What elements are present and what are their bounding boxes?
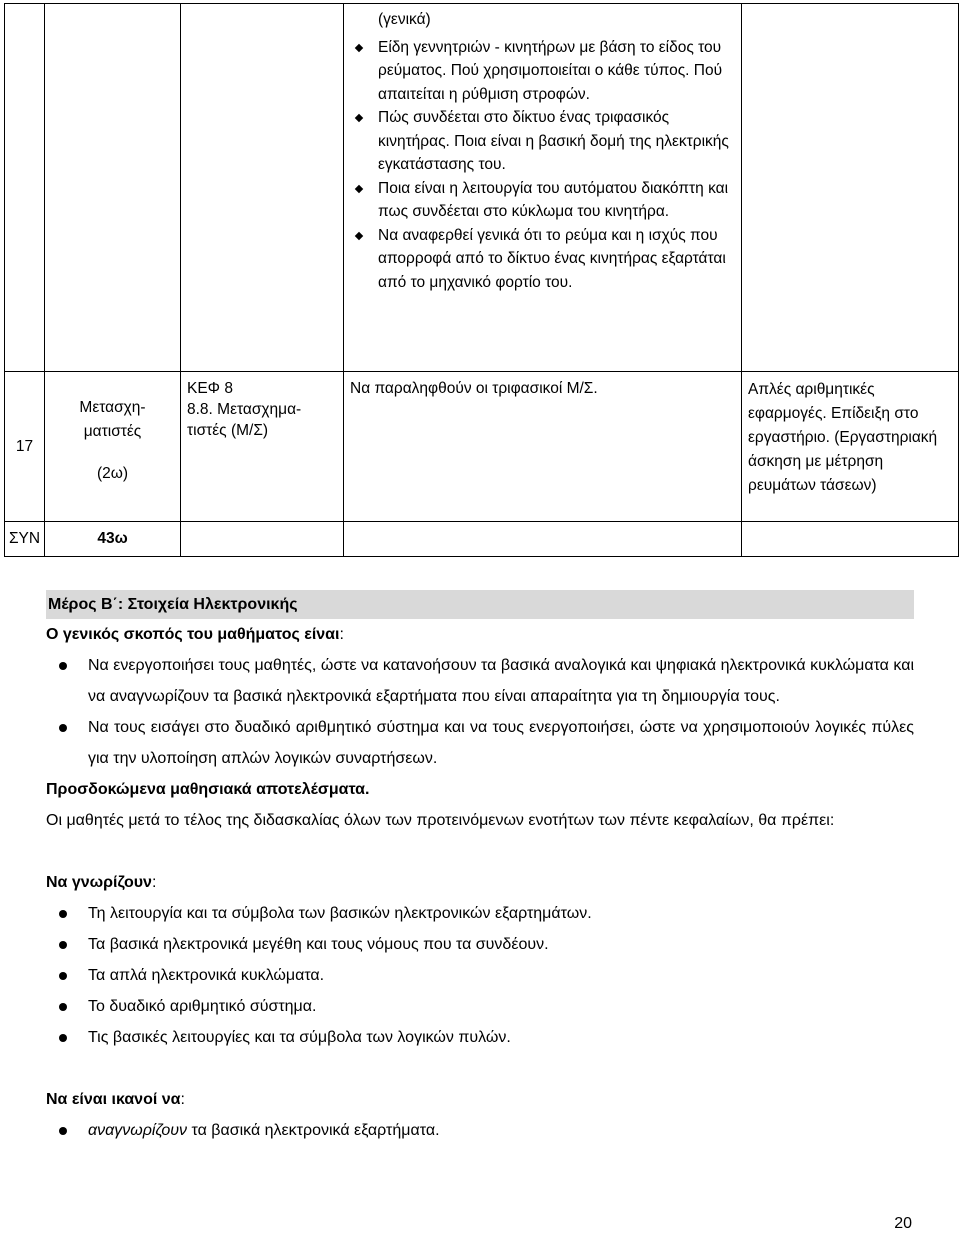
know-list: [46, 898, 914, 1053]
objective-text: Να παραληφθούν οι τριφασικοί Μ/Σ.: [350, 380, 598, 397]
unit-title: Μετασχη- ματιστές: [79, 399, 146, 440]
know-heading-line: Να γνωρίζουν:: [46, 874, 157, 891]
cell-objective: [344, 372, 742, 522]
curriculum-table: [4, 3, 959, 557]
cell-empty-number: [5, 4, 45, 372]
list-item: Να ενεργοποιήσει τους μαθητές, ώστε να κατανοήσουν τα βασικά αναλογικά και ψηφιακά ηλεκτρονικά κυκλώματα και να αναγνωρίζουν τα βασικά ηλεκτρονικά εξαρτήματα που είναι απαραίτητα για τη δημιουργία τους.: [88, 650, 914, 712]
total-row: [5, 522, 959, 557]
goal-heading: Ο γενικός σκοπός του μαθήματος είναι: [46, 626, 340, 643]
diamond-bullet-icon: [355, 184, 363, 192]
continuation-row: [5, 4, 959, 372]
list-item: Ποια είναι η λειτουργία του αυτόματου διακόπτη και πως συνδέεται στο κύκλωμα του κινητήρα.: [378, 177, 735, 224]
cell-empty-activities: [742, 4, 959, 372]
subunit-text: ΚΕΦ 8 8.8. Μετασχημα- τιστές (Μ/Σ): [187, 380, 302, 439]
list-item: Τα βασικά ηλεκτρονικά μεγέθη και τους νόμους που τα συνδέουν.: [88, 929, 914, 960]
outcomes-heading: Προσδοκώμενα μαθησιακά αποτελέσματα.: [46, 781, 370, 798]
list-item: Πώς συνδέεται στο δίκτυο ένας τριφασικός κινητήρας. Ποια είναι η βασική δομή της ηλεκτρικής εγκατάστασης του.: [378, 106, 735, 177]
cell-subunit: [181, 372, 344, 522]
diamond-bullet-icon: [355, 114, 363, 122]
cell-empty: [742, 522, 959, 557]
bullet-dot-icon: [59, 724, 67, 732]
bullet-dot-icon: [59, 1127, 67, 1135]
part-b-section: [46, 590, 914, 1146]
cell-continuation-objectives: [344, 4, 742, 372]
list-item: Να αναφερθεί γενικά ότι το ρεύμα και η ισχύς που απορροφά από το δίκτυο ένας κινητήρας εξαρτάται από το μηχανικό φορτίο του.: [378, 224, 735, 295]
list-item: Το δυαδικό αριθμητικό σύστημα.: [88, 991, 914, 1022]
list-item: Να τους εισάγει στο δυαδικό αριθμητικό σύστημα και να τους ενεργοποιήσει, ώστε να χρησιμοποιούν λογικές πύλες για την υλοποίηση απλών λογικών συναρτήσεων.: [88, 712, 914, 774]
activities-text: Απλές αριθμητικές εφαρμογές. Επίδειξη στο εργαστήριο. (Εργαστηριακή άσκηση με μέτρηση ρευμάτων τάσεων): [748, 381, 938, 494]
list-item: αναγνωρίζουν τα βασικά ηλεκτρονικά εξαρτήματα.: [88, 1115, 914, 1146]
cell-empty: [181, 522, 344, 557]
diamond-bullet-icon: [355, 231, 363, 239]
bullet-dot-icon: [59, 910, 67, 918]
bullet-dot-icon: [59, 941, 67, 949]
bullet-dot-icon: [59, 972, 67, 980]
goals-list: [46, 650, 914, 774]
outcomes-intro: Οι μαθητές μετά το τέλος της διδασκαλίας όλων των προτεινόμενων ενοτήτων των πέντε κεφαλαίων, θα πρέπει:: [46, 812, 835, 829]
bullet-dot-icon: [59, 662, 67, 670]
cell-empty-unit: [45, 4, 181, 372]
total-label: ΣΥΝ: [5, 522, 45, 557]
able-heading-line: Να είναι ικανοί να:: [46, 1091, 185, 1108]
total-hours: 43ω: [45, 522, 181, 557]
list-item: Τα απλά ηλεκτρονικά κυκλώματα.: [88, 960, 914, 991]
unit-hours: (2ω): [96, 465, 129, 482]
continuation-lead: (γενικά): [378, 11, 431, 28]
part-b-heading: Μέρος Β΄: Στοιχεία Ηλεκτρονικής: [46, 590, 914, 619]
continuation-bullet-list: [344, 32, 741, 299]
cell-unit-title: [45, 372, 181, 522]
cell-activities: [742, 372, 959, 522]
able-list: [46, 1115, 914, 1146]
page-number: 20: [894, 1215, 912, 1232]
bullet-dot-icon: [59, 1034, 67, 1042]
diamond-bullet-icon: [355, 43, 363, 51]
cell-empty: [344, 522, 742, 557]
cell-empty-subunit: [181, 4, 344, 372]
list-item: Τις βασικές λειτουργίες και τα σύμβολα των λογικών πυλών.: [88, 1022, 914, 1053]
goal-heading-line: Ο γενικός σκοπός του μαθήματος είναι:: [46, 626, 344, 643]
unit-number: 17: [5, 372, 45, 522]
know-heading: Να γνωρίζουν: [46, 874, 152, 891]
table-row-17: [5, 372, 959, 522]
able-heading: Να είναι ικανοί να: [46, 1091, 181, 1108]
list-item: Τη λειτουργία και τα σύμβολα των βασικών ηλεκτρονικών εξαρτημάτων.: [88, 898, 914, 929]
bullet-dot-icon: [59, 1003, 67, 1011]
list-item: Είδη γεννητριών - κινητήρων με βάση το είδος του ρεύματος. Πού χρησιμοποιείται ο κάθε τύπος. Πού απαιτείται η ρύθμιση στροφών.: [378, 36, 735, 107]
